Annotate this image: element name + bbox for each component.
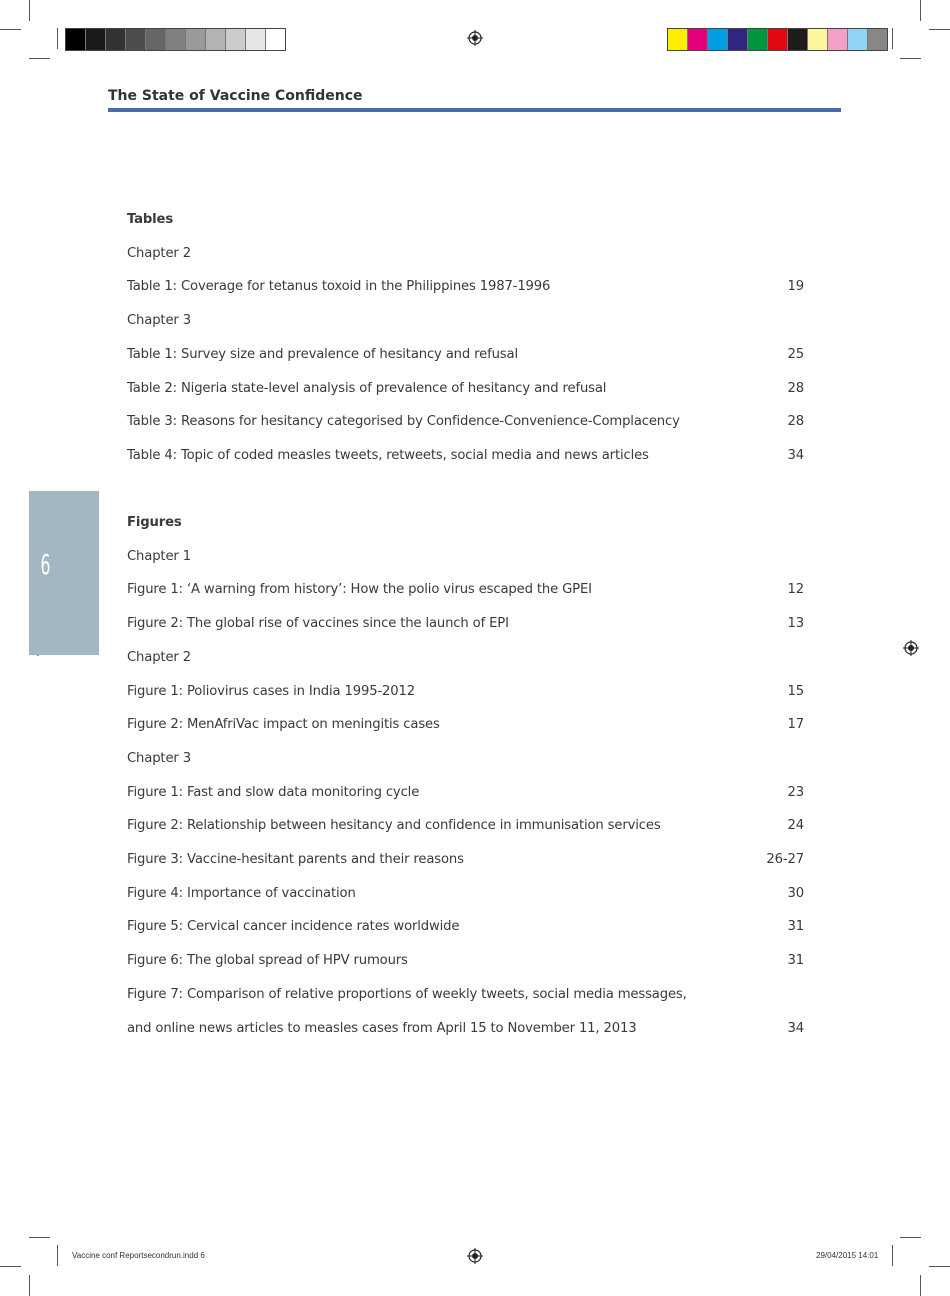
bleed-mark (892, 28, 893, 49)
toc-entry-title: Chapter 3 (127, 313, 191, 329)
toc-entry-page: 24 (787, 818, 804, 834)
chapter-heading (127, 244, 804, 264)
toc-entry (127, 715, 804, 735)
color-swatch (848, 29, 868, 50)
crop-mark (920, 0, 921, 21)
color-swatch (206, 29, 226, 50)
bleed-mark (57, 1245, 58, 1266)
crop-mark (0, 1266, 21, 1267)
toc-entry-title: Figure 1: Fast and slow data monitoring cycle (127, 784, 420, 800)
toc-entry (127, 412, 804, 432)
toc-entry-page: 19 (787, 279, 804, 295)
grayscale-color-bar (65, 28, 286, 51)
toc-entry-title: Figure 1: ‘A warning from history’: How the polio virus escaped the GPEI (127, 582, 592, 598)
toc-entry-title: Table 1: Survey size and prevalence of hesitancy and refusal (127, 346, 518, 362)
toc-entry (127, 850, 804, 870)
color-swatch (748, 29, 768, 50)
color-swatch (186, 29, 206, 50)
color-swatch (668, 29, 688, 50)
toc-entry-title: Figure 2: Relationship between hesitancy and confidence in immunisation services (127, 818, 661, 834)
crop-mark (920, 1275, 921, 1296)
toc-entry-title: Chapter 2 (127, 245, 191, 261)
toc-entry (127, 446, 804, 466)
chapter-heading (127, 547, 804, 567)
toc-entry-page: 31 (787, 919, 804, 935)
toc-entry-page: 12 (787, 582, 804, 598)
toc-entry (127, 951, 804, 971)
bleed-mark (900, 1237, 921, 1238)
color-swatch (166, 29, 186, 50)
color-swatch (66, 29, 86, 50)
toc-entry-page: 34 (787, 447, 804, 463)
toc-entry-title: Figure 3: Vaccine-hesitant parents and their reasons (127, 852, 464, 867)
toc-entry-title: Table 4: Topic of coded measles tweets, retweets, social media and news articles (127, 447, 649, 463)
running-header-title: The State of Vaccine Confidence (108, 88, 363, 104)
toc-entry-title: Figure 1: Poliovirus cases in India 1995-2012 (127, 683, 416, 699)
toc-entry (127, 816, 804, 836)
bleed-mark (892, 1245, 893, 1266)
color-swatch (808, 29, 828, 50)
color-swatch (126, 29, 146, 50)
crop-mark (29, 0, 30, 21)
toc-entry-title: Table 2: Nigeria state-level analysis of prevalence of hesitancy and refusal (127, 380, 607, 396)
toc-entry-page: 28 (787, 380, 804, 396)
registration-mark-icon (903, 640, 919, 656)
color-swatch (688, 29, 708, 50)
toc-entry-title: Chapter 3 (127, 750, 191, 766)
toc-entry-title: Figure 6: The global spread of HPV rumours (127, 953, 408, 969)
toc-entry-page: 25 (787, 346, 804, 362)
header-rule (108, 108, 841, 112)
color-swatch (788, 29, 808, 50)
toc-entry-title: Figure 2: The global rise of vaccines since the launch of EPI (127, 616, 509, 632)
bleed-mark (57, 28, 58, 49)
page-number: 6 (40, 548, 51, 581)
toc-entry (127, 277, 804, 297)
toc-entry (127, 917, 804, 937)
toc-entry-title: Chapter 2 (127, 649, 191, 665)
slug-date: 29/04/2015 14:01 (816, 1251, 879, 1260)
toc-entry (127, 345, 804, 365)
toc-entry (127, 580, 804, 600)
toc-entry (127, 985, 804, 1005)
toc-entry (127, 884, 804, 904)
crop-mark (929, 1266, 950, 1267)
color-swatch (246, 29, 266, 50)
toc-entry-page: 23 (787, 784, 804, 800)
toc-entry-title: Figure 7: Comparison of relative proportions of weekly tweets, social media messages, (127, 986, 687, 1002)
toc-entry (127, 682, 804, 702)
toc-entry (127, 1019, 804, 1039)
toc-entry-title: Figure 4: Importance of vaccination (127, 885, 356, 901)
toc-entry-title: Chapter 1 (127, 548, 191, 564)
toc-entry-page: 13 (787, 616, 804, 632)
color-swatch (728, 29, 748, 50)
chapter-heading (127, 749, 804, 769)
color-swatch (226, 29, 246, 50)
color-swatch (266, 29, 285, 50)
figures-heading: Figures (127, 515, 182, 530)
toc-entry (127, 783, 804, 803)
toc-entry-page: 28 (787, 414, 804, 430)
bleed-mark (900, 58, 921, 59)
registration-mark-icon (467, 30, 483, 46)
toc-entry-title: Figure 5: Cervical cancer incidence rates worldwide (127, 919, 460, 935)
toc-entry-title: and online news articles to measles cases from April 15 to November 11, 2013 (127, 1020, 637, 1036)
toc-entry (127, 614, 804, 634)
toc-entry-page: 31 (787, 953, 804, 969)
crop-mark (0, 29, 21, 30)
slug-filename: Vaccine conf Reportsecondrun.indd 6 (72, 1251, 205, 1260)
color-swatch (146, 29, 166, 50)
color-swatch (768, 29, 788, 50)
bleed-mark (29, 58, 50, 59)
color-swatch (868, 29, 887, 50)
color-swatch (828, 29, 848, 50)
chapter-heading (127, 311, 804, 331)
bleed-mark (29, 1237, 50, 1238)
registration-mark-icon (467, 1248, 483, 1264)
toc-entry-title: Figure 2: MenAfriVac impact on meningitis cases (127, 717, 440, 733)
tables-heading: Tables (127, 212, 174, 227)
toc-entry-page: 30 (787, 885, 804, 901)
color-swatch (708, 29, 728, 50)
toc-entry-page: 34 (787, 1020, 804, 1036)
crop-mark (929, 29, 950, 30)
toc-entry-page: 17 (787, 717, 804, 733)
color-swatch (106, 29, 126, 50)
process-color-bar (667, 28, 888, 51)
toc-entry-page: 15 (787, 683, 804, 699)
color-swatch (86, 29, 106, 50)
crop-mark (29, 1275, 30, 1296)
chapter-heading (127, 648, 804, 668)
toc-entry (127, 379, 804, 399)
toc-entry-title: Table 1: Coverage for tetanus toxoid in the Philippines 1987-1996 (127, 279, 551, 295)
toc-entry-page: 26-27 (766, 852, 804, 867)
toc-entry-title: Table 3: Reasons for hesitancy categorised by Confidence-Convenience-Complacency (127, 414, 680, 430)
